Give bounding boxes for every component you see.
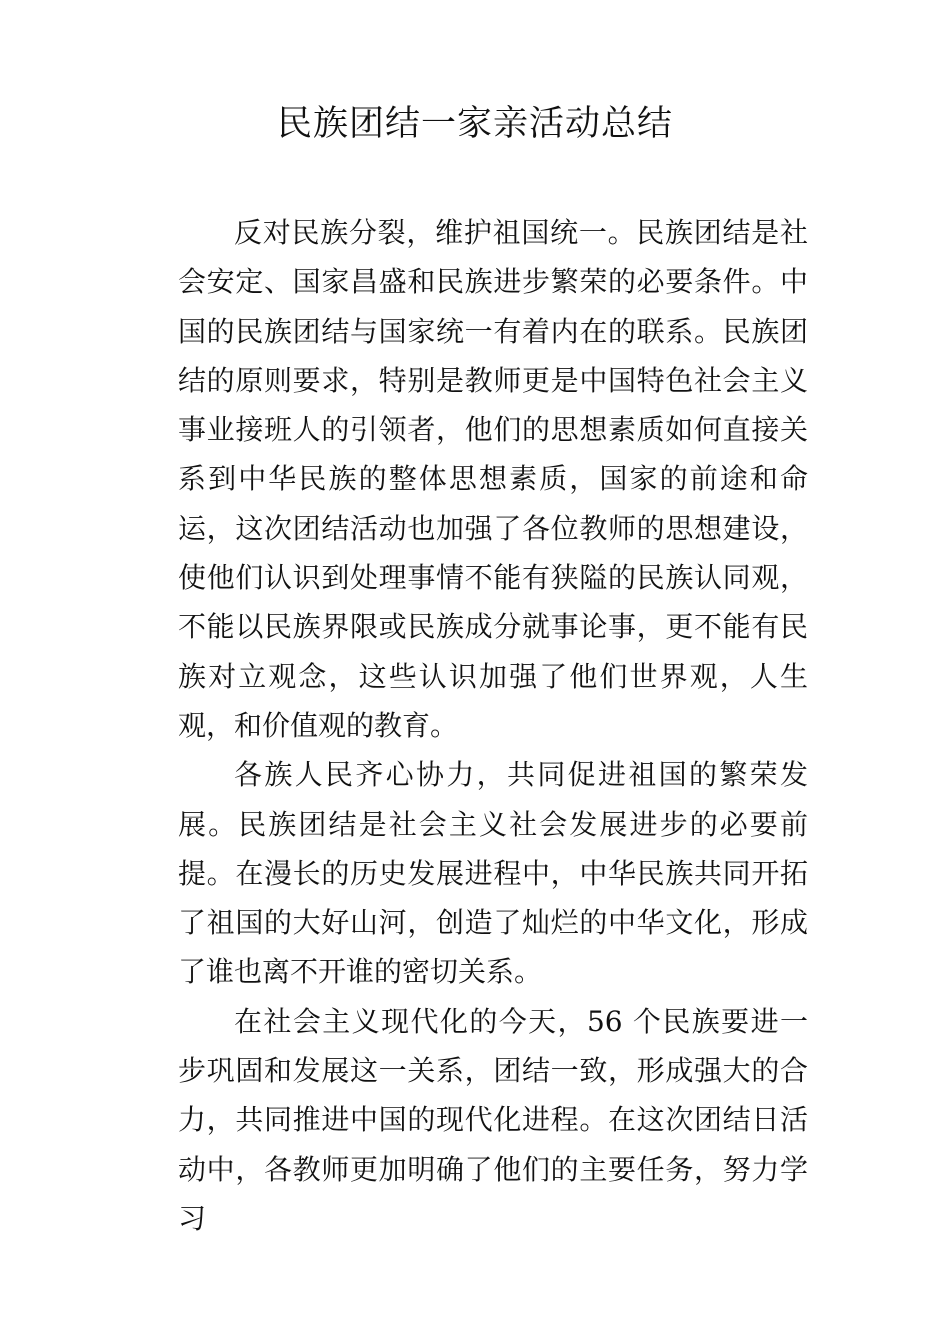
paragraph-2: 各族人民齐心协力，共同促进祖国的繁荣发展。民族团结是社会主义社会发展进步的必要前提。在漫长的历史发展进程中，中华民族共同开拓了祖国的大好山河，创造了灿烂的中华文化，形成了谁也离不开谁的密切关系。 xyxy=(178,758,808,989)
paragraph-3: 在社会主义现代化的今天，56 个民族要进一步巩固和发展这一关系，团结一致，形成强大的合力，共同推进中国的现代化进程。在这次团结日活动中，各教师更加明确了他们的主要任务，努力学习 xyxy=(178,1004,808,1235)
paragraph-1: 反对民族分裂，维护祖国统一。民族团结是社会安定、国家昌盛和民族进步繁荣的必要条件。中国的民族团结与国家统一有着内在的联系。民族团结的原则要求，特别是教师更是中国特色社会主义事业接班人的引领者，他们的思想素质如何直接关系到中华民族的整体思想素质，国家的前途和命运，这次团结活动也加强了各位教师的思想建设，使他们认识到处理事情不能有狭隘的民族认同观，不能以民族界限或民族成分就事论事，更不能有民族对立观念，这些认识加强了他们世界观，人生观，和价值观的教育。 xyxy=(178,216,808,742)
document-title: 民族团结一家亲活动总结 xyxy=(276,104,673,144)
document-body xyxy=(178,208,808,1243)
